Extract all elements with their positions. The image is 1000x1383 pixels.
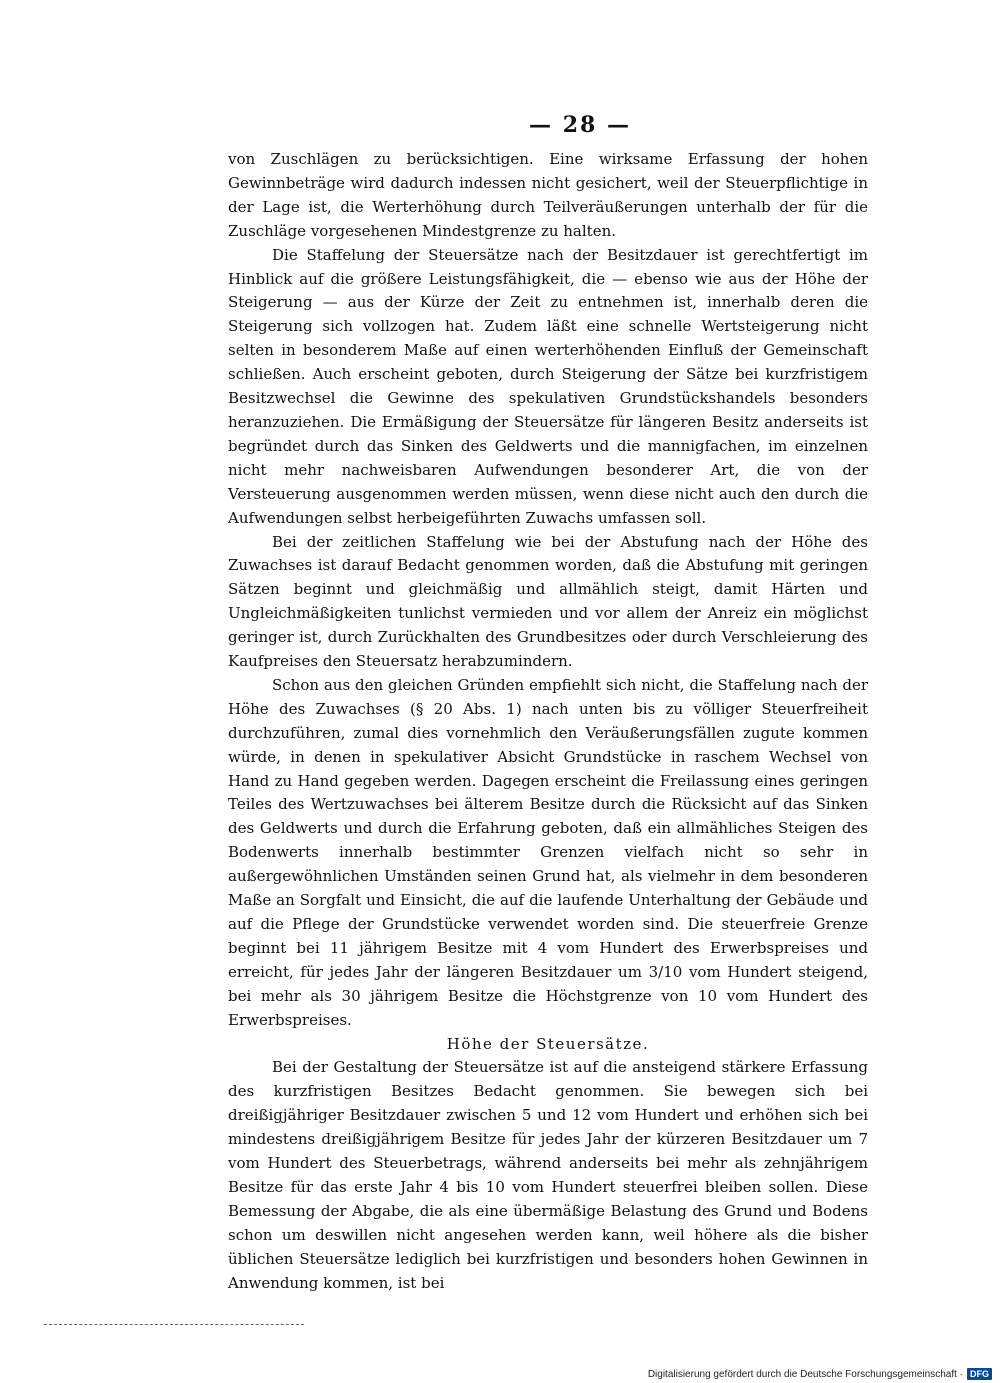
page-divider xyxy=(44,1324,304,1325)
digitization-credit xyxy=(648,1368,992,1380)
paragraph: von Zuschlägen zu berücksichtigen. Eine wirksame Erfassung der hohen Gewinnbeträge wird dadurch indessen nicht gesichert, weil der Steuerpflichtige in der Lage ist, die Werterhöhung durch Teilveräußerungen unterhalb der für die Zuschläge vorgesehenen Mindestgrenze zu halten. xyxy=(228,150,868,240)
paragraph: Bei der Gestaltung der Steuersätze ist auf die ansteigend stärkere Erfassung des kurzfristigen Besitzes Bedacht genommen. Sie bewegen sich bei dreißigjähriger Besitzdauer zwischen 5 und 12 vom Hundert und erhöhen sich bei mindestens dreißigjährigem Besitze für jedes Jahr der kürzeren Besitzdauer um 7 vom Hundert des Steuerbetrags, während anderseits bei mehr als zehnjährigem Besitze für das erste Jahr 4 bis 10 vom Hundert steuerfrei bleiben sollen. Diese Bemessung der Abgabe, die als eine übermäßige Belastung des Grund und Bodens schon um deswillen nicht angesehen werden kann, weil höhere als die bisher üblichen Steuersätze lediglich bei kurzfristigen und besonders hohen Gewinnen in Anwendung kommen, ist bei xyxy=(228,1058,868,1292)
paragraph: Bei der zeitlichen Staffelung wie bei der Abstufung nach der Höhe des Zuwachses ist darauf Bedacht genommen worden, daß die Abstufung mit geringen Sätzen beginnt und gleichmäßig und allmählich steigt, damit Härten und Ungleichmäßigkeiten tunlichst vermieden und vor allem der Anreiz ein möglichst geringer ist, durch Zurückhalten des Grundbesitzes oder durch Verschleierung des Kaufpreises den Steuersatz herabzumindern. xyxy=(228,532,868,671)
paragraph: Die Staffelung der Steuersätze nach der Besitzdauer ist gerechtfertigt im Hinblick auf die größere Leistungsfähigkeit, die — ebenso wie aus der Höhe der Steigerung — aus der Kürze der Zeit zu entnehmen ist, innerhalb deren die Steigerung sich vollzogen hat. Zudem läßt eine schnelle Wertsteigerung nicht selten in besonderem Maße auf einen werterhöhenden Einfluß der Gemeinschaft schließen. Auch erscheint geboten, durch Steigerung der Sätze bei kurzfristigem Besitzwechsel die Gewinne des spekulativen Grundstückshandels besonders heranzuziehen. Die Ermäßigung der Steuersätze für längeren Besitz anderseits ist begründet durch das Sinken des Geldwerts und die mannigfachen, im einzelnen nicht mehr nachweisbaren Aufwendungen besonderer Art, die von der Versteuerung ausgenommen werden müssen, wenn diese nicht auch den durch die Aufwendungen selbst herbeigeführten Zuwachs umfassen soll. xyxy=(228,245,868,527)
credit-text: Digitalisierung gefördert durch die Deutsche Forschungsgemeinschaft · xyxy=(647,1368,963,1380)
page-number: — 28 — xyxy=(529,112,631,138)
document-body xyxy=(228,148,868,1296)
section-heading: Höhe der Steuersätze. xyxy=(446,1034,650,1053)
paragraph: Schon aus den gleichen Gründen empfiehlt sich nicht, die Staffelung nach der Höhe des Zuwachses (§ 20 Abs. 1) nach unten bis zu völliger Steuerfreiheit durchzuführen, zumal dies vornehmlich den Veräußerungsfällen zugute kommen würde, in denen in spekulativer Absicht Grundstücke in raschem Wechsel von Hand zu Hand gegeben werden. Dagegen erscheint die Freilassung eines geringen Teiles des Wertzuwachses bei älterem Besitze durch die Rücksicht auf das Sinken des Geldwerts und durch die Erfahrung geboten, daß ein allmähliches Steigen des Bodenwerts innerhalb bestimmter Grenzen vielfach nicht so sehr in außergewöhnlichen Umständen seinen Grund hat, als vielmehr in dem besonderen Maße an Sorgfalt und Einsicht, die auf die laufende Unterhaltung der Gebäude und auf die Pflege der Grundstücke verwendet worden sind. Die steuerfreie Grenze beginnt bei 11 jährigem Besitze mit 4 vom Hundert des Erwerbspreises und erreicht, für jedes Jahr der längeren Besitzdauer um 3/10 vom Hundert steigend, bei mehr als 30 jährigem Besitze die Höchstgrenze von 10 vom Hundert des Erwerbspreises. xyxy=(228,675,868,1029)
dfg-logo-icon: DFG xyxy=(967,1368,992,1380)
